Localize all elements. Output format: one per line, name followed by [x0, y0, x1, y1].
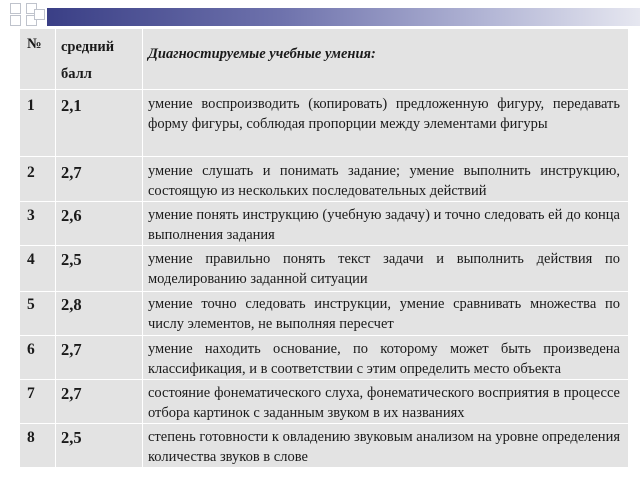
- row-skill-text: умение понять инструкцию (учебную задачу) и точно следовать ей до конца выполнения задания: [148, 207, 620, 243]
- column-divider: [55, 29, 56, 467]
- row-number: 7: [27, 385, 35, 402]
- header-number: №: [27, 36, 42, 52]
- row-average: 2,7: [61, 340, 82, 359]
- row-number: 2: [27, 164, 35, 181]
- decor-square: [34, 9, 45, 20]
- header-skills: Диагностируемые учебные умения:: [148, 46, 376, 62]
- decor-square: [10, 15, 21, 26]
- row-average: 2,5: [61, 428, 82, 447]
- row-divider: [20, 89, 628, 90]
- row-skill-text: степень готовности к овладению звуковым анализом на уровне определения количества звуков в слове: [148, 429, 620, 465]
- row-average: 2,5: [61, 250, 82, 269]
- row-number: 3: [27, 207, 35, 224]
- row-divider: [20, 335, 628, 336]
- row-average: 2,8: [61, 295, 82, 314]
- row-divider: [20, 201, 628, 202]
- row-average: 2,1: [61, 96, 82, 115]
- row-number: 1: [27, 97, 35, 114]
- row-skill-text: умение правильно понять текст задачи и выполнить действия по моделированию заданной ситуации: [148, 251, 620, 287]
- row-divider: [20, 379, 628, 380]
- row-divider: [20, 156, 628, 157]
- row-divider: [20, 245, 628, 246]
- row-divider: [20, 291, 628, 292]
- row-number: 5: [27, 296, 35, 313]
- header-average-line2: балл: [61, 66, 92, 82]
- title-gradient-bar: [47, 8, 640, 26]
- row-number: 8: [27, 429, 35, 446]
- row-skill-text: умение воспроизводить (копировать) предложенную фигуру, передавать форму фигуры, соблюдая пропорции между элементами фигуры: [148, 96, 620, 132]
- decor-square: [10, 3, 21, 14]
- row-average: 2,7: [61, 163, 82, 182]
- row-skill-text: умение находить основание, по которому может быть произведена классификация, и в соответствии с этим определить место объекта: [148, 341, 620, 377]
- row-divider: [20, 423, 628, 424]
- header-average-line1: средний: [61, 39, 115, 55]
- row-skill-text: умение точно следовать инструкции, умение сравнивать множества по числу элементов, не выполняя пересчет: [148, 296, 620, 332]
- row-average: 2,7: [61, 384, 82, 403]
- row-skill-text: умение слушать и понимать задание; умение выполнить инструкцию, состоящую из нескольких последовательных действий: [148, 163, 620, 199]
- row-number: 4: [27, 251, 35, 268]
- row-average: 2,6: [61, 206, 82, 225]
- skills-table: [20, 29, 628, 467]
- row-number: 6: [27, 341, 35, 358]
- column-divider: [142, 29, 143, 467]
- row-skill-text: состояние фонематического слуха, фонематического восприятия в процессе отбора картинок с заданным звуком в их названиях: [148, 385, 620, 421]
